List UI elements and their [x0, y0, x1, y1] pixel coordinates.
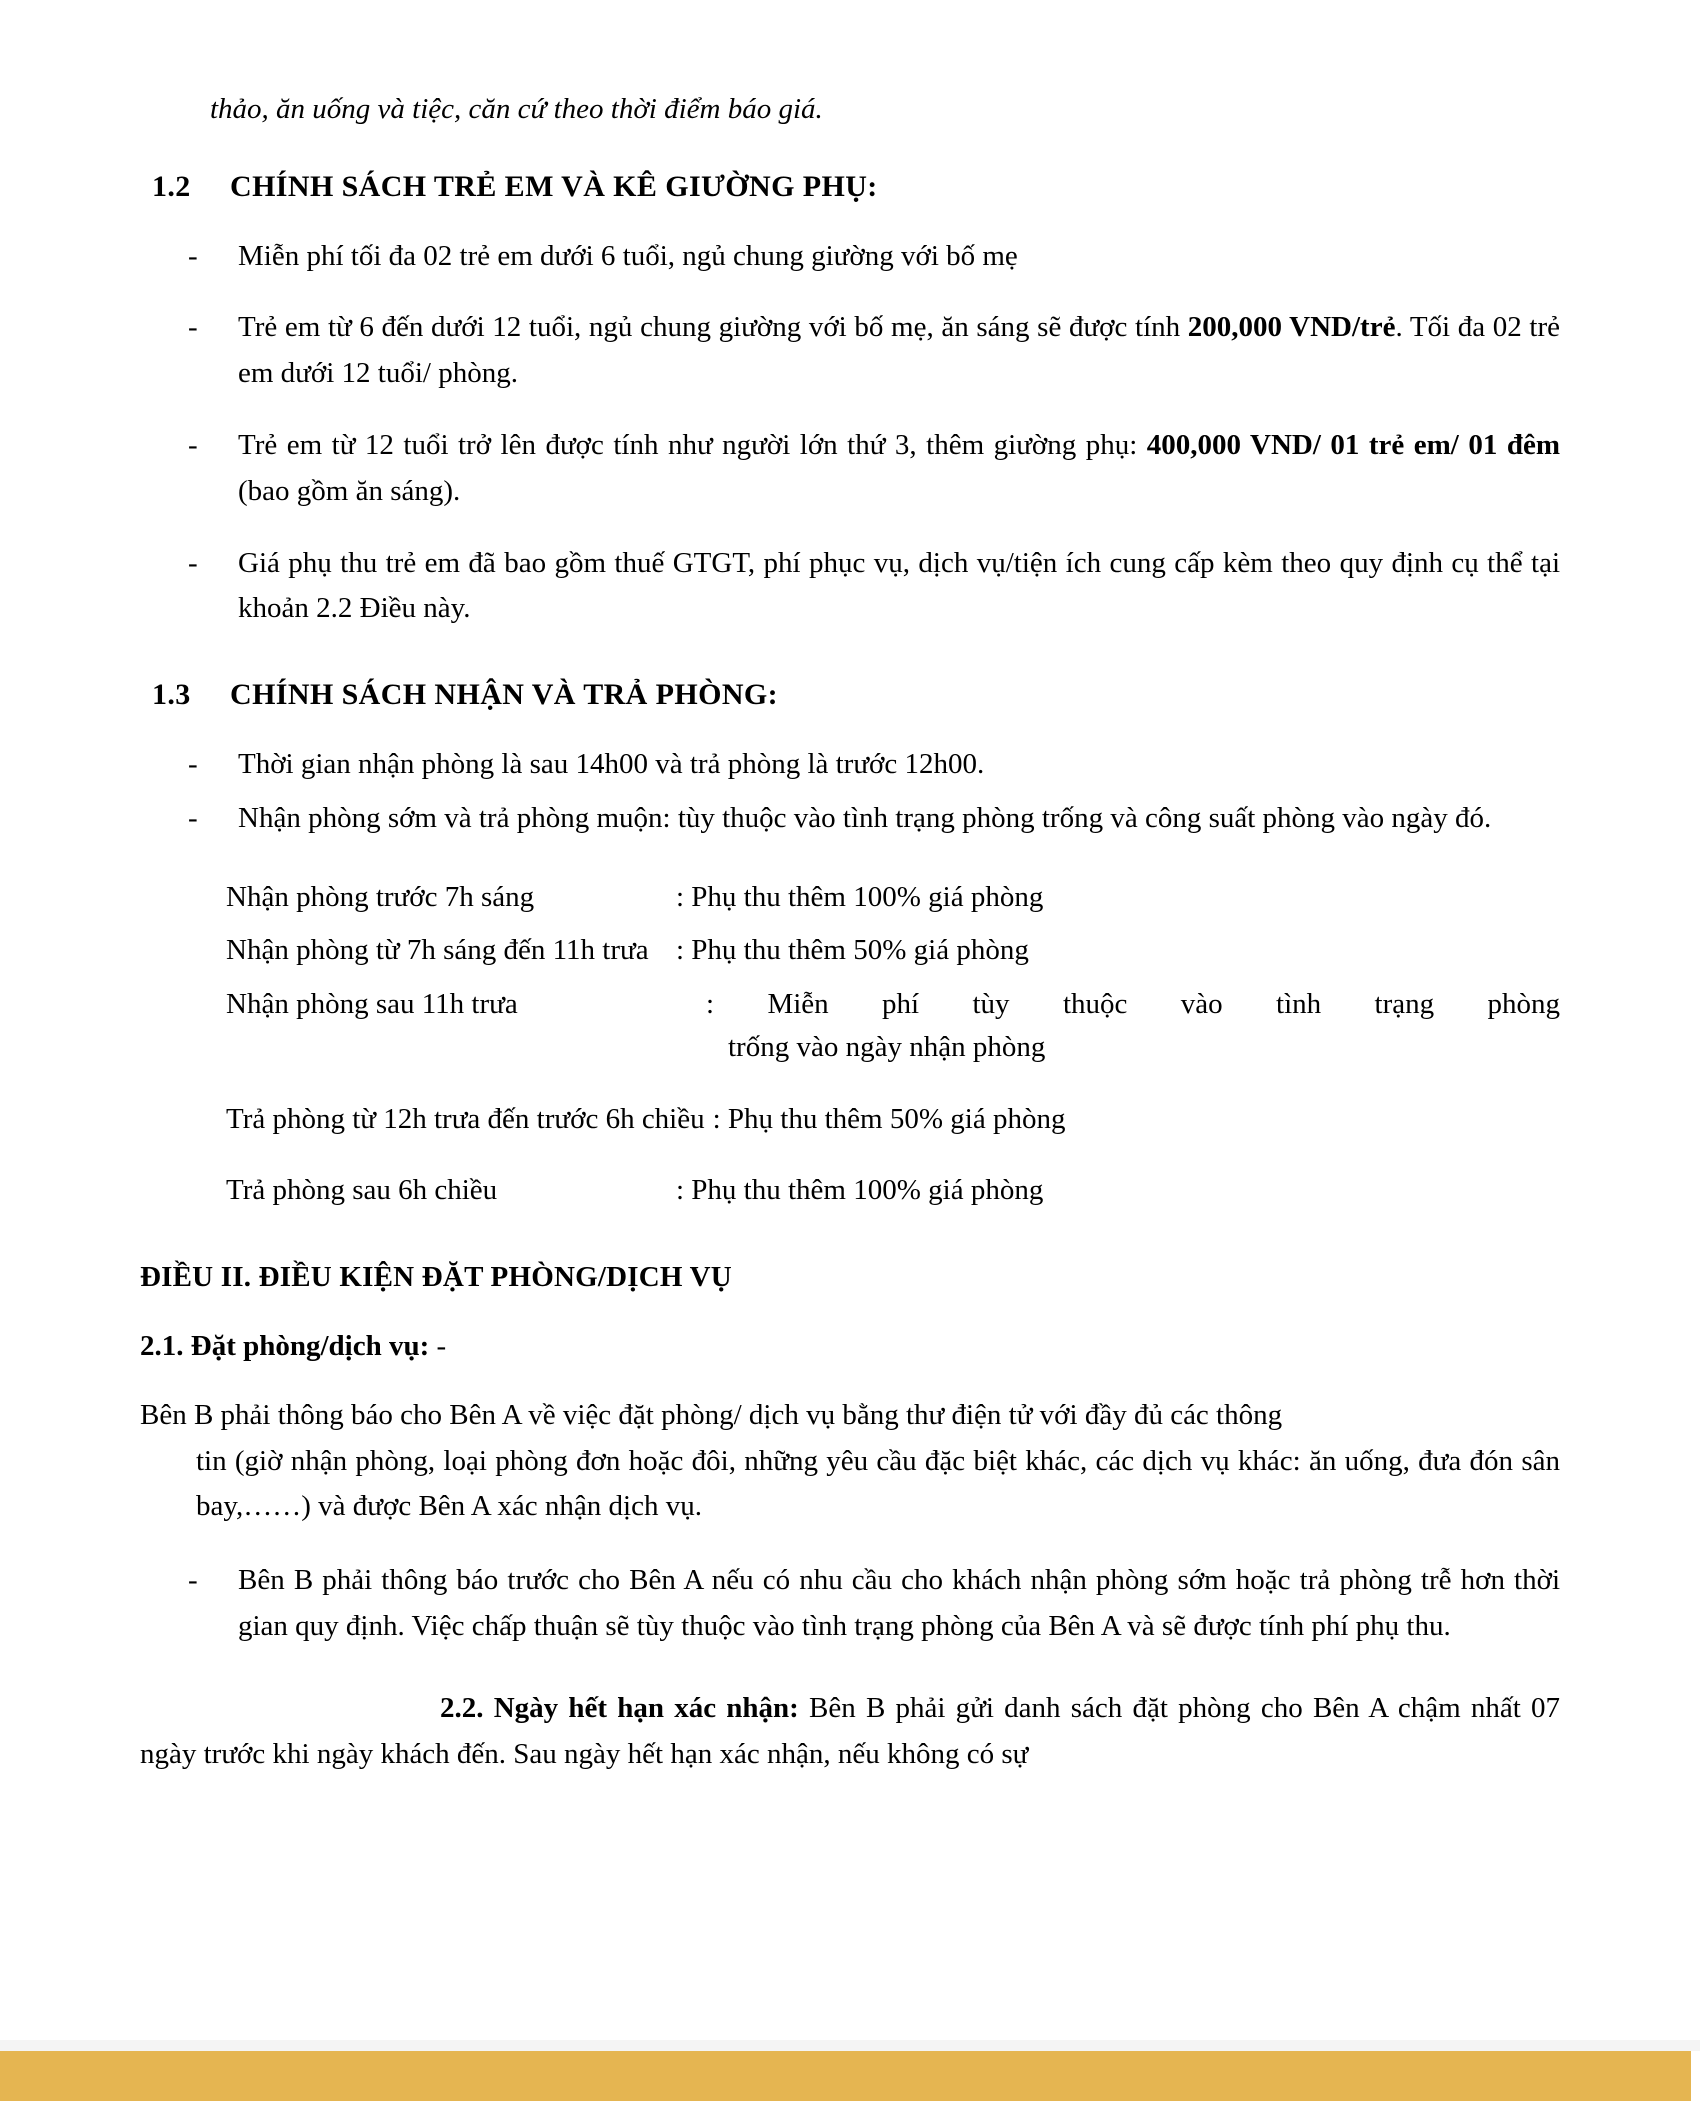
checkin-checkout-fee-table: [140, 876, 1560, 1213]
list-item-text: Giá phụ thu trẻ em đã bao gồm thuế GTGT, phí phục vụ, dịch vụ/tiện ích cung cấp kèm theo quy định cụ thể tại khoản 2.2 Điều này.: [238, 546, 1560, 625]
list-item-text-part-2: . Tối đa 02 trẻ em dưới 12 tuổi/ phòng.: [238, 311, 1560, 390]
subsection-2-2-text: Bên B phải gửi danh sách đặt phòng cho Bên A chậm nhất 07 ngày trước khi ngày khách đến. Sau ngày hết hạn xác nhận, nếu không có sự: [140, 1691, 1560, 1770]
dash-bullet-icon: -: [188, 748, 198, 781]
article-2-bullet-list: [140, 1558, 1560, 1650]
article-2-paragraph: [140, 1393, 1560, 1530]
article-2-paragraph-line-1: Bên B phải thông báo cho Bên A về việc đặt phòng/ dịch vụ bằng thư điện tử với đầy đủ các thông: [140, 1398, 1283, 1431]
subsection-2-2-label: 2.2. Ngày hết hạn xác nhận:: [440, 1691, 799, 1724]
list-item: [140, 742, 1560, 788]
list-item-text-part-1: Trẻ em từ 12 tuổi trở lên được tính như người lớn thứ 3, thêm giường phụ:: [238, 428, 1147, 461]
subsection-2-1-heading: [140, 1330, 1560, 1363]
section-number-1-3: 1.3: [152, 678, 191, 712]
fee-label: Nhận phòng từ 7h sáng đến 11h trưa: [226, 934, 649, 967]
table-row: [226, 1169, 1560, 1213]
list-item-text: Nhận phòng sớm và trả phòng muộn: tùy thuộc vào tình trạng phòng trống và công suất phòng vào ngày đó.: [238, 802, 1492, 834]
subsection-2-1-label: 2.1. Đặt phòng/dịch vụ:: [140, 1329, 430, 1362]
section-title-1-3: CHÍNH SÁCH NHẬN VÀ TRẢ PHÒNG:: [230, 678, 779, 712]
list-item-text: Bên B phải thông báo trước cho Bên A nếu có nhu cầu cho khách nhận phòng sớm hoặc trả phòng trễ hơn thời gian quy định. Việc chấp thuận sẽ tùy thuộc vào tình trạng phòng của Bên A và sẽ được tính phí phụ thu.: [238, 1564, 1560, 1643]
list-item-text-part-2: (bao gồm ăn sáng).: [238, 474, 461, 507]
dash-bullet-icon: -: [188, 239, 198, 272]
list-item-text-part-1: Trẻ em từ 6 đến dưới 12 tuổi, ngủ chung giường với bố mẹ, ăn sáng sẽ được tính: [238, 311, 1188, 344]
fee-value: : Phụ thu thêm 50% giá phòng: [676, 934, 1029, 967]
article-2-heading: ĐIỀU II. ĐIỀU KIỆN ĐẶT PHÒNG/DỊCH VỤ: [140, 1260, 732, 1293]
dash-bullet-icon: -: [188, 546, 198, 579]
fee-value: : Phụ thu thêm 50% giá phòng: [712, 1102, 1066, 1135]
section-heading-1-2: [140, 170, 1560, 204]
bullet-list-1-3: [140, 742, 1560, 842]
fee-value-line-2: trống vào ngày nhận phòng: [728, 1031, 1046, 1064]
section-heading-1-3: [140, 678, 1560, 712]
dash-bullet-icon: -: [188, 311, 198, 344]
table-row: [226, 983, 1560, 1070]
list-item: [140, 1558, 1560, 1650]
fee-value-line-1: : Miễn phí tùy thuộc vào tình trạng phòng: [706, 987, 1560, 1020]
section-number-1-2: 1.2: [152, 169, 191, 203]
dash-bullet-icon: -: [188, 428, 198, 461]
section-title-1-2: CHÍNH SÁCH TRẺ EM VÀ KÊ GIƯỜNG PHỤ:: [230, 169, 878, 203]
footer-separator: [0, 2040, 1700, 2051]
fee-value: [676, 983, 1560, 1070]
bullet-list-1-2: [140, 234, 1560, 633]
table-row: [226, 929, 1560, 973]
fee-label: Nhận phòng trước 7h sáng: [226, 880, 535, 913]
fee-label: Trả phòng sau 6h chiều: [226, 1174, 498, 1207]
list-item-emphasis: 400,000 VND/ 01 trẻ em/ 01 đêm: [1146, 428, 1560, 461]
list-item-text: Thời gian nhận phòng là sau 14h00 và trả phòng là trước 12h00.: [238, 748, 985, 781]
fee-label: Nhận phòng sau 11h trưa: [226, 987, 518, 1020]
continued-italic-line: thảo, ăn uống và tiệc, căn cứ theo thời điểm báo giá.: [210, 93, 823, 125]
dash-bullet-icon: -: [188, 1564, 198, 1597]
fee-value: : Phụ thu thêm 100% giá phòng: [676, 880, 1044, 913]
list-item-emphasis: 200,000 VND/trẻ: [1187, 311, 1396, 344]
list-item: [140, 423, 1560, 515]
table-row: [226, 1098, 1560, 1142]
dash-bullet-icon: -: [188, 802, 198, 834]
subsection-2-1-trailer: -: [429, 1329, 447, 1362]
subsection-2-2-paragraph: [140, 1686, 1560, 1778]
list-item: [140, 234, 1560, 280]
fee-value: : Phụ thu thêm 100% giá phòng: [676, 1174, 1044, 1207]
fee-label: Trả phòng từ 12h trưa đến trước 6h chiều: [226, 1102, 705, 1135]
list-item: [140, 541, 1560, 633]
table-row: [226, 876, 1560, 920]
footer-accent-bar: [0, 2051, 1691, 2101]
list-item: [140, 305, 1560, 397]
list-item-text: Miễn phí tối đa 02 trẻ em dưới 6 tuổi, ngủ chung giường với bố mẹ: [238, 239, 1018, 272]
list-item: [140, 796, 1560, 842]
article-2-paragraph-line-2: tin (giờ nhận phòng, loại phòng đơn hoặc đôi, những yêu cầu đặc biệt khác, các dịch vụ khác: ăn uống, đưa đón sân bay,……) và được Bên A xác nhận dịch vụ.: [196, 1444, 1560, 1523]
